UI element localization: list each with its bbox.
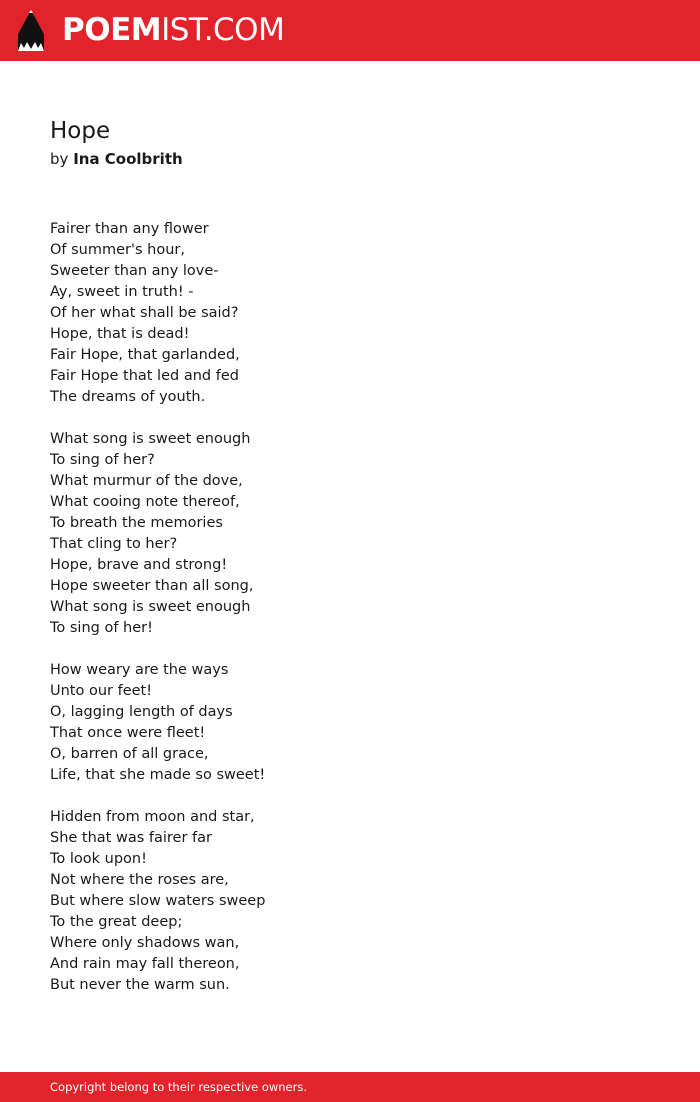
poem-line: But never the warm sun. <box>50 977 230 993</box>
poem-line: She that was fairer far <box>50 830 212 846</box>
site-header <box>0 0 700 61</box>
logo-bold-text: POEM <box>62 12 162 48</box>
poem-line: Of summer's hour, <box>50 242 185 258</box>
poem-line: To look upon! <box>50 851 147 867</box>
poem-title: Hope <box>50 118 111 144</box>
logo-light-text: IST.COM <box>161 12 285 48</box>
stanza <box>50 660 650 786</box>
pencil-icon[interactable] <box>18 10 44 51</box>
poem-line: And rain may fall thereon, <box>50 956 240 972</box>
poem-line: Unto our feet! <box>50 683 153 699</box>
poem-line: What cooing note thereof, <box>50 494 240 510</box>
poem-line: Of her what shall be said? <box>50 305 239 321</box>
poem-line: Hope, brave and strong! <box>50 557 228 573</box>
poem-line: Hope, that is dead! <box>50 326 190 342</box>
poem-line: Ay, sweet in truth! - <box>50 284 194 300</box>
poem-line: To sing of her! <box>50 620 153 636</box>
poem-line: Sweeter than any love- <box>50 263 219 279</box>
by-label: by <box>50 150 69 168</box>
poem-line: Hidden from moon and star, <box>50 809 255 825</box>
author-name: Ina Coolbrith <box>73 150 183 168</box>
poem-line: What song is sweet enough <box>50 599 251 615</box>
poem-line: Where only shadows wan, <box>50 935 240 951</box>
site-footer <box>0 1072 700 1102</box>
stanza <box>50 429 650 639</box>
poem-line: Not where the roses are, <box>50 872 229 888</box>
poem-line: To the great deep; <box>50 914 183 930</box>
copyright-text: Copyright belong to their respective owners. <box>50 1080 308 1094</box>
poem-line: To breath the memories <box>50 515 223 531</box>
poem-line: But where slow waters sweep <box>50 893 266 909</box>
poem-body <box>50 219 650 1017</box>
byline <box>50 148 183 170</box>
stanza <box>50 807 650 996</box>
poem-line: That cling to her? <box>50 536 178 552</box>
poem-line: Fair Hope, that garlanded, <box>50 347 240 363</box>
poem-line: What murmur of the dove, <box>50 473 243 489</box>
poem-line: The dreams of youth. <box>50 389 206 405</box>
poem-line: O, barren of all grace, <box>50 746 209 762</box>
poem-line: How weary are the ways <box>50 662 229 678</box>
poem-line: What song is sweet enough <box>50 431 251 447</box>
poem-line: Fair Hope that led and fed <box>50 368 239 384</box>
poem-line: That once were fleet! <box>50 725 206 741</box>
stanza <box>50 219 650 408</box>
site-logo[interactable] <box>62 12 284 48</box>
poem-line: O, lagging length of days <box>50 704 233 720</box>
poem-line: Hope sweeter than all song, <box>50 578 254 594</box>
poem-line: Fairer than any flower <box>50 221 209 237</box>
poem-line: To sing of her? <box>50 452 155 468</box>
poem-line: Life, that she made so sweet! <box>50 767 266 783</box>
